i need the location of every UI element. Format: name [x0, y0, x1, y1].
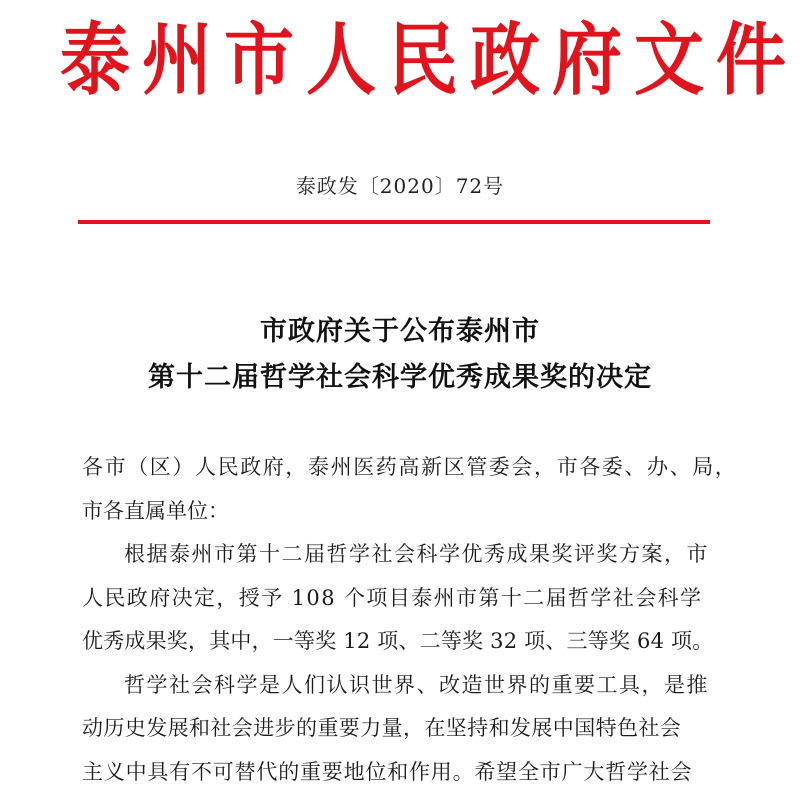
- document-masthead: 泰州市人民政府文件: [60, 12, 798, 106]
- body-line-para2-3: 主义中具有不可替代的重要地位和作用。希望全市广大哲学社会: [82, 759, 693, 784]
- red-divider-rule: [78, 220, 710, 224]
- body-line-para1-3: 优秀成果奖，其中，一等奖 12 项、二等奖 32 项、三等奖 64 项。: [82, 629, 714, 653]
- body-line-addressee-cont: 市各直属单位：: [82, 498, 229, 523]
- body-line-addressee: 各市（区）人民政府，泰州医药高新区管委会，市各委、办、局，: [82, 455, 738, 479]
- body-line-para2-1: 哲学社会科学是人们认识世界、改造世界的重要工具，是推: [124, 672, 709, 697]
- body-line-para2-2: 动历史发展和社会进步的重要力量，在坚持和发展中国特色社会: [82, 716, 682, 740]
- document-title-line-2: 第十二届哲学社会科学优秀成果奖的决定: [148, 362, 652, 393]
- document-body: [82, 446, 738, 794]
- document-number: 泰政发〔2020〕72号: [295, 174, 505, 198]
- document-title-line-1: 市政府关于公布泰州市: [260, 316, 540, 347]
- body-line-para1-1: 根据泰州市第十二届哲学社会科学优秀成果奖评奖方案，市: [124, 542, 709, 566]
- body-line-para1-2: 人民政府决定，授予 108 个项目泰州市第十二届哲学社会科学: [82, 585, 703, 610]
